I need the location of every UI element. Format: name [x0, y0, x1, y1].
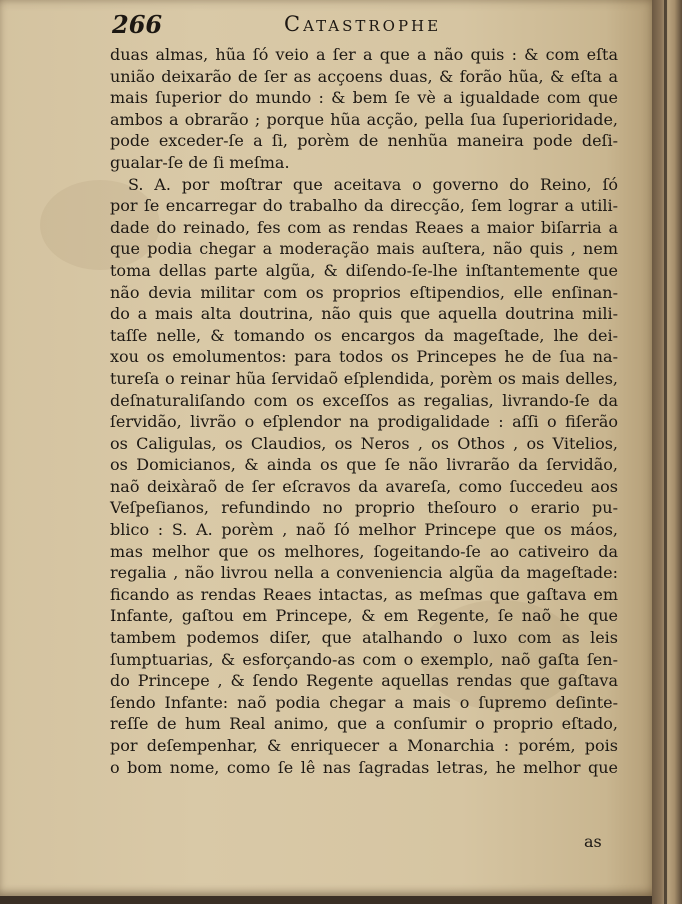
text-line: dade do reinado, fes com as rendas Reaes a maior biſarria a [110, 217, 618, 237]
body-text [110, 44, 618, 778]
text-line: tambem podemos diſer, que atalhando o luxo com as leis [110, 628, 618, 648]
text-line: toma dellas parte algũa, & diſendo-ſe-lhe inſtantemente que [110, 260, 618, 280]
text-line: os Caligulas, os Claudios, os Neros , os Othos , os Vitelios, [110, 433, 618, 453]
text-line: Infante, gaſtou em Princepe, & em Regente, ſe naõ he que [110, 606, 618, 626]
text-line: os Domicianos, & ainda os que ſe não livrarão da ſervidão, [110, 455, 618, 475]
text-line: regalia , não livrou nella a conveniencia algũa da mageſtade: [110, 563, 618, 583]
running-title: Catastrophe [284, 12, 442, 36]
page-number: 266 [112, 10, 163, 39]
text-line: mais ſuperior do mundo : & bem ſe vè a igualdade com que [110, 88, 618, 108]
catchword: as [584, 832, 602, 851]
text-line: do Princepe , & ſendo Regente aquellas rendas que gaſtava [110, 671, 618, 691]
text-line: tureſa o reinar hũa ſervidaõ eſplendida, porèm os mais delles, [110, 368, 618, 388]
spine-edge [664, 0, 667, 904]
text-line: S. A. por moſtrar que aceitava o governo do Reino, ſó [128, 174, 618, 194]
text-line: por deſempenhar, & enriquecer a Monarchia : porém, pois [110, 736, 618, 755]
text-line: xou os emolumentos: para todos os Princepes he de ſua na- [110, 347, 618, 367]
text-line: naõ deixàraõ de ſer eſcravos da avareſa, como ſuccedeu aos [110, 476, 618, 496]
text-line: por ſe encarregar do trabalho da direcção, ſem lograr a utili- [110, 196, 618, 216]
text-line: pode exceder-ſe a ſi, porèm de nenhũa maneira pode deſi- [110, 131, 618, 151]
text-line: taſſe nelle, & tomando os encargos da mageſtade, lhe dei- [110, 325, 618, 345]
text-line: não devia militar com os proprios eſtipendios, elle enſinan- [110, 282, 618, 302]
text-line: deſnaturaliſando com os exceſſos as regalias, livrando-ſe da [110, 390, 618, 410]
text-line: blico : S. A. porèm , naõ ſó melhor Princepe que os máos, [110, 520, 618, 540]
text-line: gualar-ſe de ſi meſma. [110, 152, 290, 172]
text-line: Veſpeſianos, refundindo no proprio theſouro o erario pu- [110, 498, 618, 518]
text-line: duas almas, hũa ſó veio a ſer a que a não quis : & com eſta [110, 45, 618, 64]
text-line: ſervidão, livrão o eſplendor na prodigalidade : aſſi o fiſerão [110, 412, 618, 432]
text-line: o bom nome, como ſe lê nas ſagradas letras, he melhor que [110, 757, 618, 777]
text-line: que podia chegar a moderação mais auſtera, não quis , nem [110, 239, 618, 259]
text-line: do a mais alta doutrina, não quis que aquella doutrina mili- [110, 304, 618, 324]
page-header [112, 10, 622, 44]
text-line: ficando as rendas Reaes intactas, as meſmas que gaſtava em [110, 584, 618, 604]
text-line: ambos a obrarão ; porque hũa acção, pella ſua ſuperioridade, [110, 109, 618, 129]
text-line: mas melhor que os melhores, ſogeitando-ſe ao cativeiro da [110, 541, 618, 561]
text-line: união deixarão de ſer as acçoens duas, & forão hũa, & eſta a [110, 66, 618, 86]
book-spine [652, 0, 682, 904]
text-line: ſumptuarias, & esforçando-as com o exemplo, naõ gaſta ſen- [110, 649, 618, 669]
text-line: reſſe de hum Real animo, que a conſumir o proprio eſtado, [110, 714, 618, 734]
text-line: ſendo Infante: naõ podia chegar a mais o ſupremo deſinte- [110, 692, 618, 712]
